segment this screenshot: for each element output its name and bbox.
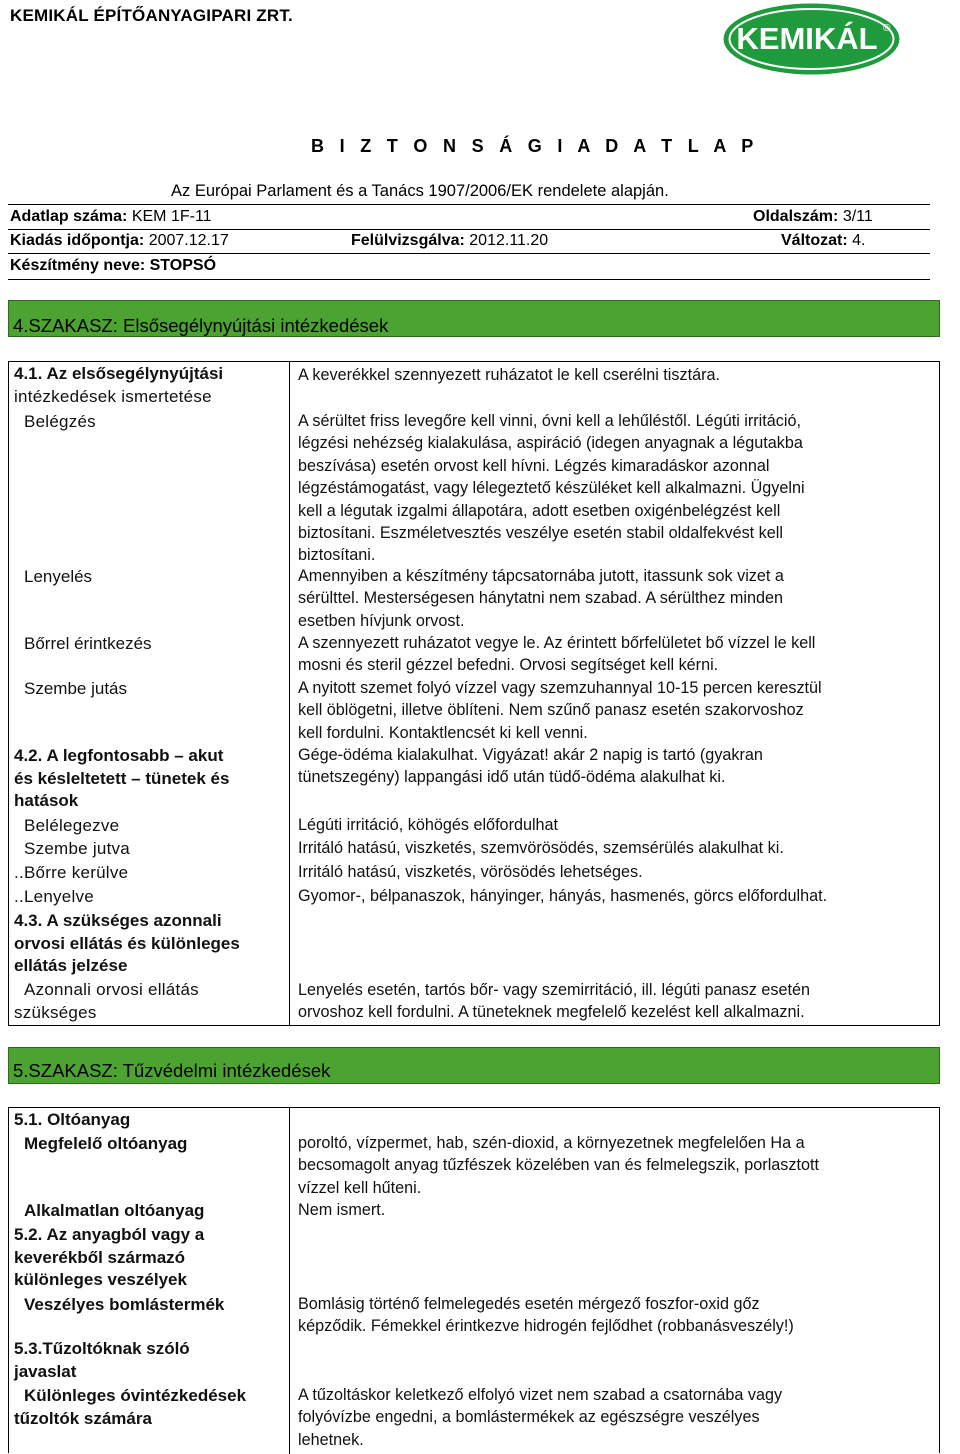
section-5-title: 5.SZAKASZ: Tűzvédelmi intézkedések	[13, 1060, 331, 1081]
title-line: 5.3.Tűzoltóknak szóló	[14, 1339, 190, 1358]
text-line: képződik. Fémekkel érintkezve hidrogén fejlődhet (robbanásveszély!)	[298, 1317, 794, 1336]
s51-title: 5.1. Oltóanyag	[14, 1110, 131, 1129]
s42-ingestion-label: ..Lenyelve	[14, 887, 94, 906]
title-line: javaslat	[14, 1361, 77, 1381]
text-line: kell a légutak izgalmi állapotára, adott esetben oxigénbelégzést kell	[298, 501, 781, 520]
section-5-bar	[8, 1047, 940, 1084]
text-line: Amennyiben a készítmény tápcsatornába jutott, itassunk sok vizet a	[298, 567, 784, 585]
company-name: KEMIKÁL ÉPÍTŐANYAGIPARI ZRT.	[10, 6, 293, 25]
divider	[8, 253, 930, 254]
divider	[8, 279, 930, 280]
sheet-number-value: KEM 1F-11	[131, 208, 212, 225]
title-line: különleges veszélyek	[14, 1270, 187, 1289]
text-line: légzéstámogatást, vagy lélegeztető készüléket kell alkalmazni. Ügyelni	[298, 479, 805, 498]
text-line: sérülttel. Mesterségesen hánytatni nem szabad. A sérülthez minden	[298, 589, 783, 608]
s43-subtitle	[14, 979, 284, 1024]
text-line: légzési nehézség kialakulása, aspiráció (idegen anyagnak a légutakba	[298, 434, 803, 453]
text-line: Bomlásig történő felmelegedés esetén mérgező foszfor-oxid gőz	[298, 1295, 760, 1313]
s41-title-line: 4.1. Az elsősegélynyújtási	[14, 364, 224, 383]
suitable-media-label: Megfelelő oltóanyag	[24, 1134, 188, 1153]
title-line: orvosi ellátás és különleges	[14, 933, 240, 953]
s41-text: A keverékkel szennyezett ruházatot le kell cserélni tisztára.	[298, 366, 720, 384]
version-value: 4.	[852, 232, 866, 249]
s53-title	[14, 1338, 284, 1383]
s43-title	[14, 910, 284, 978]
title-line: és késleltetett – tünetek és	[14, 768, 230, 788]
divider	[8, 229, 930, 230]
text-line: biztosítani.	[298, 546, 376, 565]
text-line: lehetnek.	[298, 1430, 364, 1449]
logo-registered-mark: ®	[883, 23, 891, 34]
text-line: kell fordulni. Kontaktlencsét ki kell venni.	[298, 723, 588, 742]
title-line: keverékből származó	[14, 1247, 186, 1267]
text-line: vízzel kell hűteni.	[298, 1178, 422, 1197]
text-line: poroltó, vízpermet, hab, szén-dioxid, a környezetnek megfelelően Ha a	[298, 1134, 805, 1152]
title-line: 5.2. Az anyagból vagy a	[14, 1225, 205, 1244]
label-line: tűzoltók számára	[14, 1408, 152, 1428]
title-line: hatások	[14, 791, 79, 810]
s41-title-line: intézkedések ismertetése	[14, 387, 212, 406]
unsuitable-media-text: Nem ismert.	[298, 1201, 386, 1219]
s42-skin-label: ..Bőrre kerülve	[14, 863, 129, 882]
skin-contact-text	[298, 632, 938, 677]
product-name	[10, 257, 216, 275]
text-line: folyóvízbe engedni, a bomlástermékek az egészségre veszélyes	[298, 1408, 760, 1427]
s42-skin-text: Irritáló hatású, viszketés, vörösödés lehetséges.	[298, 863, 643, 881]
s42-inhaled-text: Légúti irritáció, köhögés előfordulhat	[298, 816, 559, 834]
divider	[8, 204, 930, 205]
text-line: A szennyezett ruházatot vegye le. Az érintett bőrfelületet bő vízzel le kell	[298, 634, 816, 652]
kemikal-logo	[723, 3, 900, 75]
title-line: 4.3. A szükséges azonnali	[14, 911, 222, 930]
text-line: Lenyelés esetén, tartós bőr- vagy szemirritáció, ill. légúti panasz esetén	[298, 981, 810, 999]
text-line: tünetszegény) lappangási idő után tüdő-ödéma alakulhat ki.	[298, 768, 726, 787]
inhalation-label: Belégzés	[24, 412, 96, 431]
text-line: biztosítani. Eszméletvesztés veszélye esetén stabil oldalfekvést kell	[298, 524, 783, 543]
eye-contact-text	[298, 677, 938, 744]
subtitle-line: Azonnali orvosi ellátás	[24, 980, 199, 999]
review-date	[351, 232, 548, 250]
s42-eye-label: Szembe jutva	[24, 839, 130, 858]
title-line: 4.2. A legfontosabb – akut	[14, 746, 224, 765]
text-line: kell öblögetni, illetve öblíteni. Nem szűnő panasz esetén szakorvoshoz	[298, 701, 804, 720]
issue-date	[10, 232, 229, 250]
column-divider	[289, 1108, 290, 1454]
skin-contact-label: Bőrrel érintkezés	[24, 634, 152, 653]
suitable-media-text	[298, 1132, 938, 1199]
text-line: Gége-ödéma kialakulhat. Vigyázat! akár 2 napig is tartó (gyakran	[298, 746, 763, 764]
s52-title	[14, 1224, 284, 1292]
version	[781, 232, 865, 250]
text-line: A sérültet friss levegőre kell vinni, óvni kell a lehűléstől. Légúti irritáció,	[298, 412, 801, 430]
regulation-reference: Az Európai Parlament és a Tanács 1907/2006/EK rendelete alapján.	[171, 182, 669, 200]
section-4-bar	[8, 300, 940, 337]
page-number	[753, 208, 873, 226]
page-number-label: Oldalszám:	[753, 208, 839, 225]
inhalation-text	[298, 410, 938, 567]
text-line: esetben hívjunk orvost.	[298, 611, 465, 630]
unsuitable-media-label: Alkalmatlan oltóanyag	[24, 1201, 205, 1220]
s42-eye-text: Irritáló hatású, viszketés, szemvörösödés, szemsérülés alakulhat ki.	[298, 839, 784, 857]
page-number-value: 3/11	[842, 208, 873, 225]
text-line: A nyitott szemet folyó vízzel vagy szemzuhannyal 10-15 percen keresztül	[298, 679, 822, 697]
special-precautions-label	[14, 1385, 284, 1430]
decomposition-text	[298, 1293, 938, 1338]
s42-ingestion-text: Gyomor-, bélpanaszok, hányinger, hányás, hasmenés, görcs előfordulhat.	[298, 887, 828, 905]
section-4-title: 4.SZAKASZ: Elsősegélynyújtási intézkedések	[13, 315, 389, 336]
version-label: Változat:	[781, 232, 848, 249]
s41-title	[14, 363, 284, 386]
s42-inhaled-label: Belélegezve	[24, 816, 120, 835]
text-line: beszívása) esetén orvost kell hívni. Légzés kimaradáskor azonnal	[298, 456, 770, 475]
decomposition-label: Veszélyes bomlástermék	[24, 1295, 225, 1314]
review-date-label: Felülvizsgálva:	[351, 232, 465, 249]
product-name-label: Készítmény neve:	[10, 257, 146, 274]
text-line: A tűzoltáskor keletkező elfolyó vizet nem szabad a csatornába vagy	[298, 1386, 783, 1404]
s43-text	[298, 979, 938, 1024]
text-line: becsomagolt anyag tűzfészek közelében van és felmelegszik, porlasztott	[298, 1156, 819, 1175]
issue-date-label: Kiadás időpontja:	[10, 232, 145, 249]
title-line: ellátás jelzése	[14, 956, 128, 975]
special-precautions-text	[298, 1384, 938, 1451]
product-name-value: STOPSÓ	[149, 257, 217, 274]
sheet-number-label: Adatlap száma:	[10, 208, 128, 225]
review-date-value: 2012.11.20	[469, 232, 549, 249]
text-line: orvoshoz kell fordulni. A tüneteknek megfelelő kezelést kell alkalmazni.	[298, 1003, 805, 1022]
document-title: B I Z T O N S Á G I A D A T L A P	[311, 136, 759, 156]
label-line: Különleges óvintézkedések	[24, 1386, 247, 1405]
text-line: mosni és steril gézzel befedni. Orvosi segítséget kell kérni.	[298, 656, 719, 675]
issue-date-value: 2007.12.17	[148, 232, 229, 249]
ingestion-text	[298, 565, 938, 632]
logo-text: KEMIKÁL	[736, 21, 878, 56]
s42-text	[298, 744, 938, 789]
s42-title	[14, 745, 284, 813]
sheet-number	[10, 208, 212, 226]
ingestion-label: Lenyelés	[24, 567, 93, 586]
subtitle-line: szükséges	[14, 1002, 97, 1022]
eye-contact-label: Szembe jutás	[24, 679, 127, 698]
